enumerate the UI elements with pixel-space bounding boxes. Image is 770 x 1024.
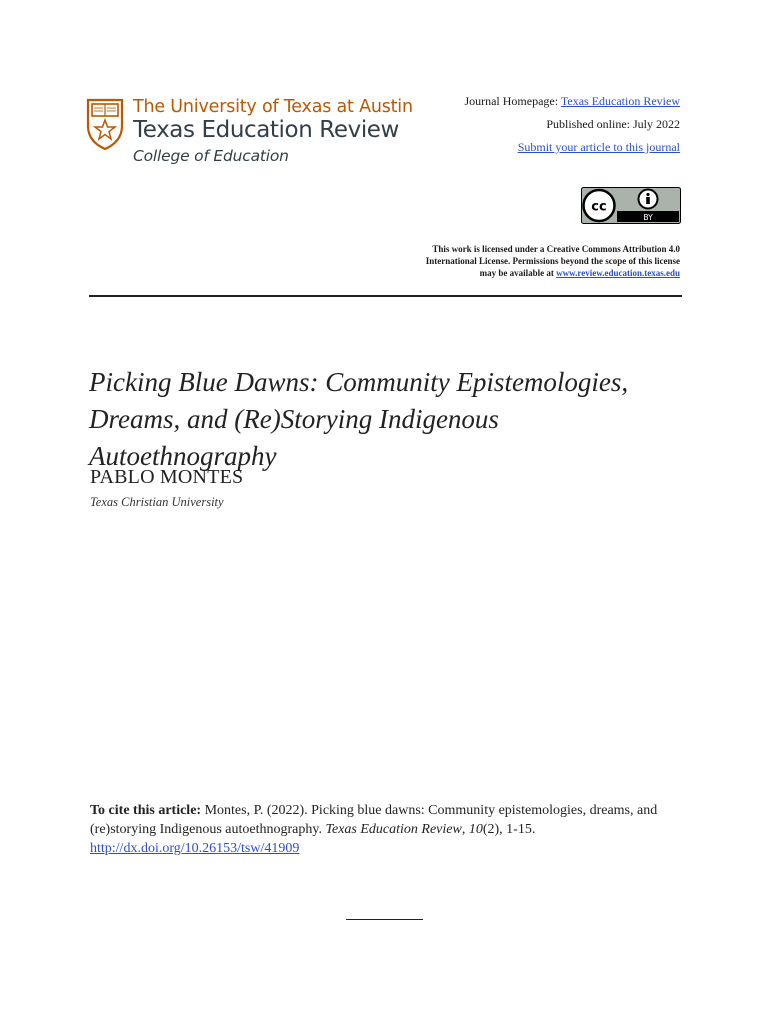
license-line-1: This work is licensed under a Creative Commons Attribution 4.0: [432, 244, 680, 254]
citation-label: To cite this article:: [90, 803, 202, 818]
ut-shield-logo-icon: [86, 98, 124, 150]
submit-article-line: [518, 140, 680, 155]
university-name: The University of Texas at Austin: [133, 97, 413, 117]
article-author: PABLO MONTES: [90, 466, 244, 488]
svg-text:cc: cc: [591, 199, 607, 215]
license-statement: [380, 243, 680, 279]
journal-homepage-line: [464, 94, 680, 109]
author-affiliation: Texas Christian University: [90, 495, 224, 509]
badge-by-label: BY: [643, 213, 653, 222]
published-date: Published online: July 2022: [546, 117, 680, 131]
review-website-link[interactable]: www.review.education.texas.edu: [556, 268, 680, 278]
license-line-2: International License. Permissions beyond the scope of this license: [425, 256, 680, 266]
citation-volume: 10: [468, 822, 483, 837]
license-line-3-prefix: may be available at: [479, 268, 554, 278]
college-name: College of Education: [133, 147, 289, 165]
citation-block: To cite this article: Montes, P. (2022). Picking blue dawns: Community epistemologies, dreams, and (re)storying Indigenous autoethnography. Texas Education Review, 10(2), 1-15. http://dx.doi.org/10.26153/tsw/41909: [90, 803, 658, 856]
header-divider: [89, 295, 682, 297]
journal-name: Texas Education Review: [133, 117, 399, 143]
submit-article-link[interactable]: Submit your article to this journal: [517, 140, 680, 154]
doi-link[interactable]: http://dx.doi.org/10.26153/tsw/41909: [90, 841, 300, 856]
article-title: Picking Blue Dawns: Community Epistemologies, Dreams, and (Re)Storying Indigenous Autoethnography: [89, 367, 629, 471]
journal-homepage-link[interactable]: Texas Education Review: [560, 94, 680, 108]
footnote-divider: [346, 919, 423, 920]
license-line-3: [380, 267, 680, 279]
homepage-prefix: Journal Homepage:: [464, 94, 559, 108]
citation-journal: Texas Education Review: [325, 822, 462, 837]
citation-issue-pages: (2), 1-15.: [482, 822, 536, 837]
cc-by-license-badge-icon[interactable]: [581, 187, 681, 224]
citation-text: Montes, P. (2022). Picking blue dawns: Community epistemologies, dreams, and (re)storying Indigenous autoethnography.: [90, 803, 658, 837]
